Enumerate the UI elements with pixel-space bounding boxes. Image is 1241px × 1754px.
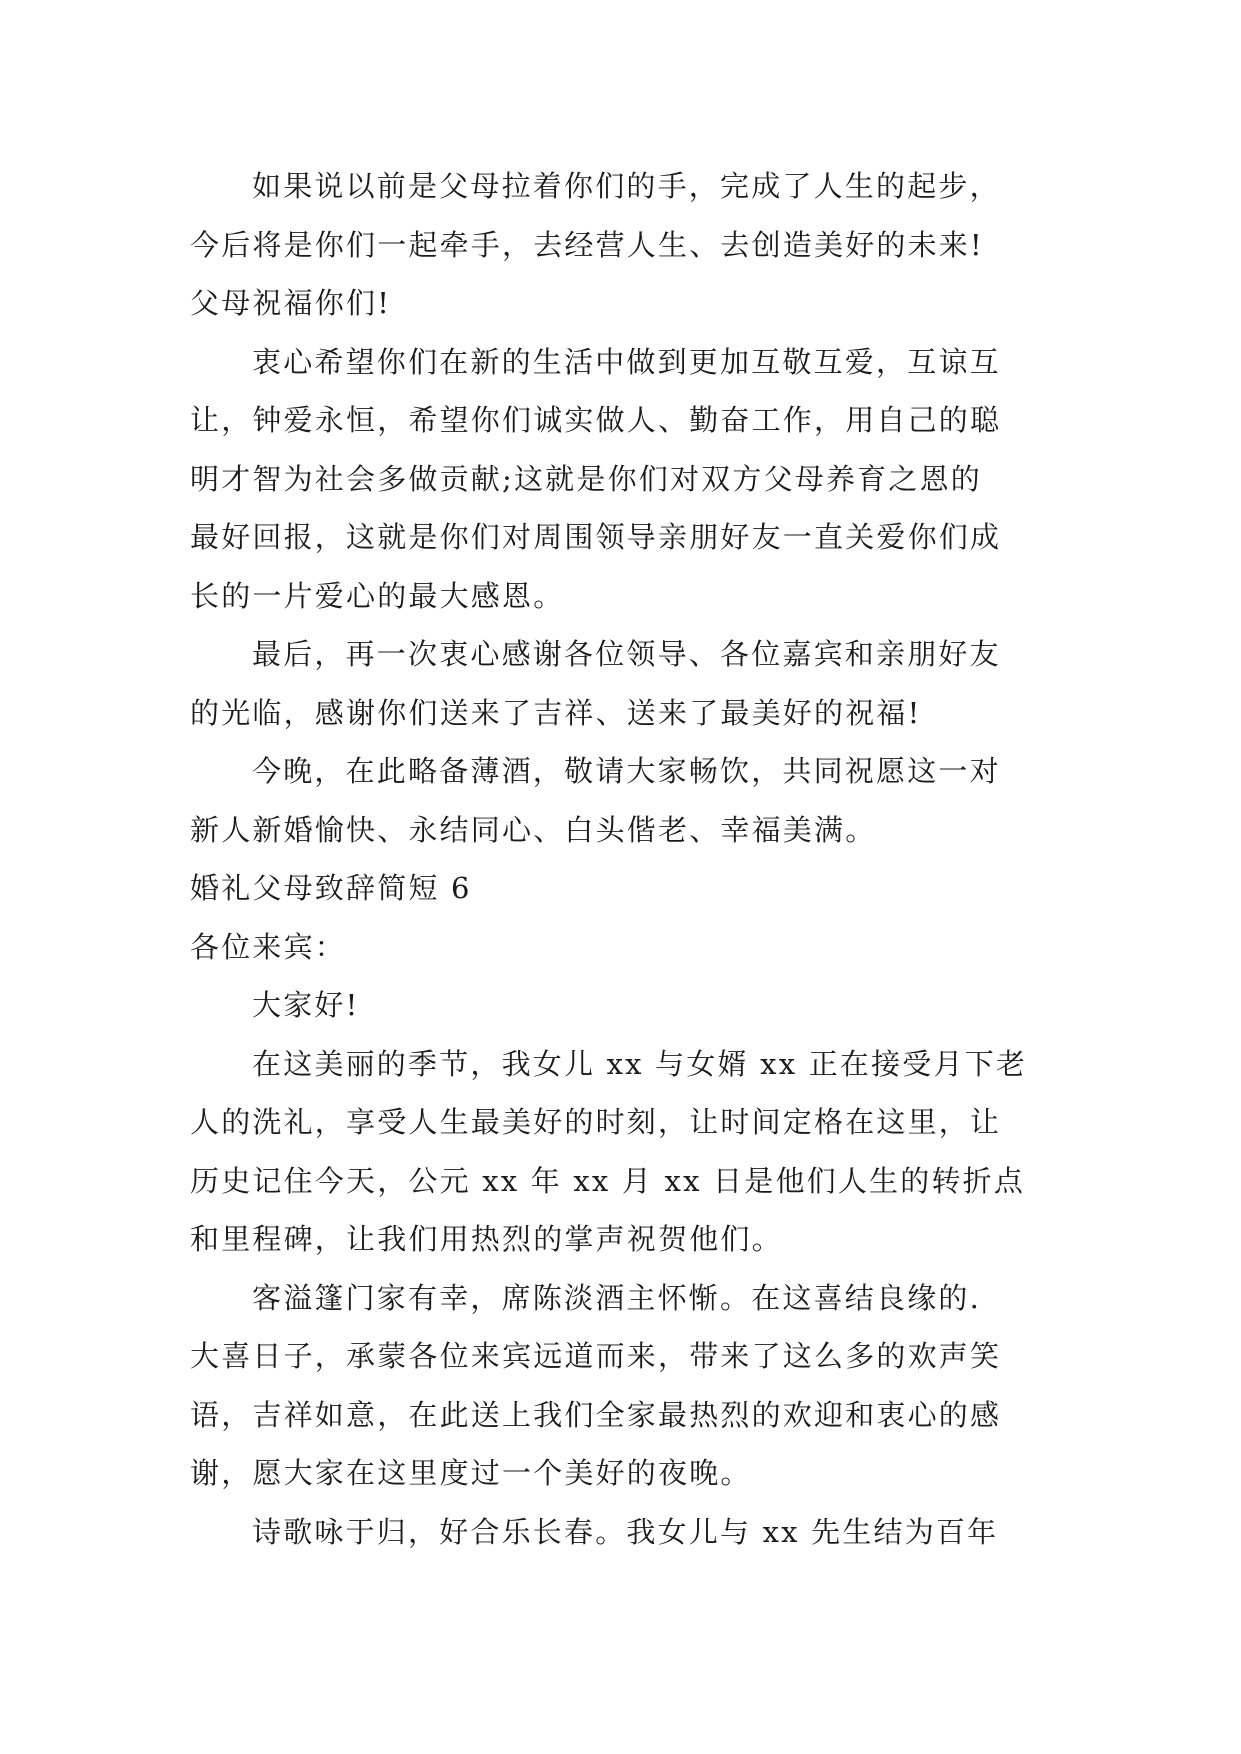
text-line: 衷心希望你们在新的生活中做到更加互敬互爱，互谅互 <box>252 344 1001 379</box>
text-line: 如果说以前是父母拉着你们的手，完成了人生的起步， <box>252 169 1001 203</box>
text-line: 人的洗礼，享受人生最美好的时刻，让时间定格在这里，让 <box>190 1105 1002 1139</box>
text-line: 和里程碑，让我们用热烈的掌声祝贺他们。 <box>190 1222 783 1256</box>
text-line: 历史记住今天，公元 xx 年 xx 月 xx 日是他们人生的转折点 <box>190 1163 1026 1198</box>
document-body <box>190 157 1050 1561</box>
text-line: 的光临，感谢你们送来了吉祥、送来了最美好的祝福! <box>190 695 922 730</box>
greeting: 大家好! <box>252 988 360 1022</box>
text-line: 最后，再一次衷心感谢各位领导、各位嘉宾和亲朋好友 <box>252 637 1001 671</box>
text-line: 父母祝福你们! <box>190 286 392 320</box>
text-line: 长的一片爱心的最大感恩。 <box>190 578 565 613</box>
text-line: 最好回报，这就是你们对周围领导亲朋好友一直关爱你们成 <box>190 520 1002 554</box>
text-line: 大喜日子，承蒙各位来宾远道而来，带来了这么多的欢声笑 <box>190 1339 1002 1373</box>
text-line: 明才智为社会多做贡献;这就是你们对双方父母养育之恩的 <box>190 461 982 496</box>
text-line: 语，吉祥如意，在此送上我们全家最热烈的欢迎和衷心的感 <box>190 1397 1002 1432</box>
text-line: 在这美丽的季节，我女儿 xx 与女婿 xx 正在接受月下老 <box>252 1046 1028 1081</box>
text-line: 客溢篷门家有幸，席陈淡酒主怀惭。在这喜结良缘的. <box>252 1280 982 1315</box>
text-line: 今后将是你们一起牵手，去经营人生、去创造美好的未来! <box>190 227 984 262</box>
text-line: 今晚，在此略备薄酒，敬请大家畅饮，共同祝愿这一对 <box>252 754 1001 788</box>
section-heading: 婚礼父母致辞简短 6 <box>190 871 472 905</box>
text-line: 新人新婚愉快、永结同心、白头偕老、幸福美满。 <box>190 812 877 847</box>
text-line: 让，钟爱永恒，希望你们诚实做人、勤奋工作，用自己的聪 <box>190 403 1002 437</box>
salutation: 各位来宾： <box>190 929 347 964</box>
text-line: 诗歌咏于归，好合乐长春。我女儿与 xx 先生结为百年 <box>252 1514 999 1549</box>
text-line: 谢，愿大家在这里度过一个美好的夜晚。 <box>190 1456 752 1490</box>
